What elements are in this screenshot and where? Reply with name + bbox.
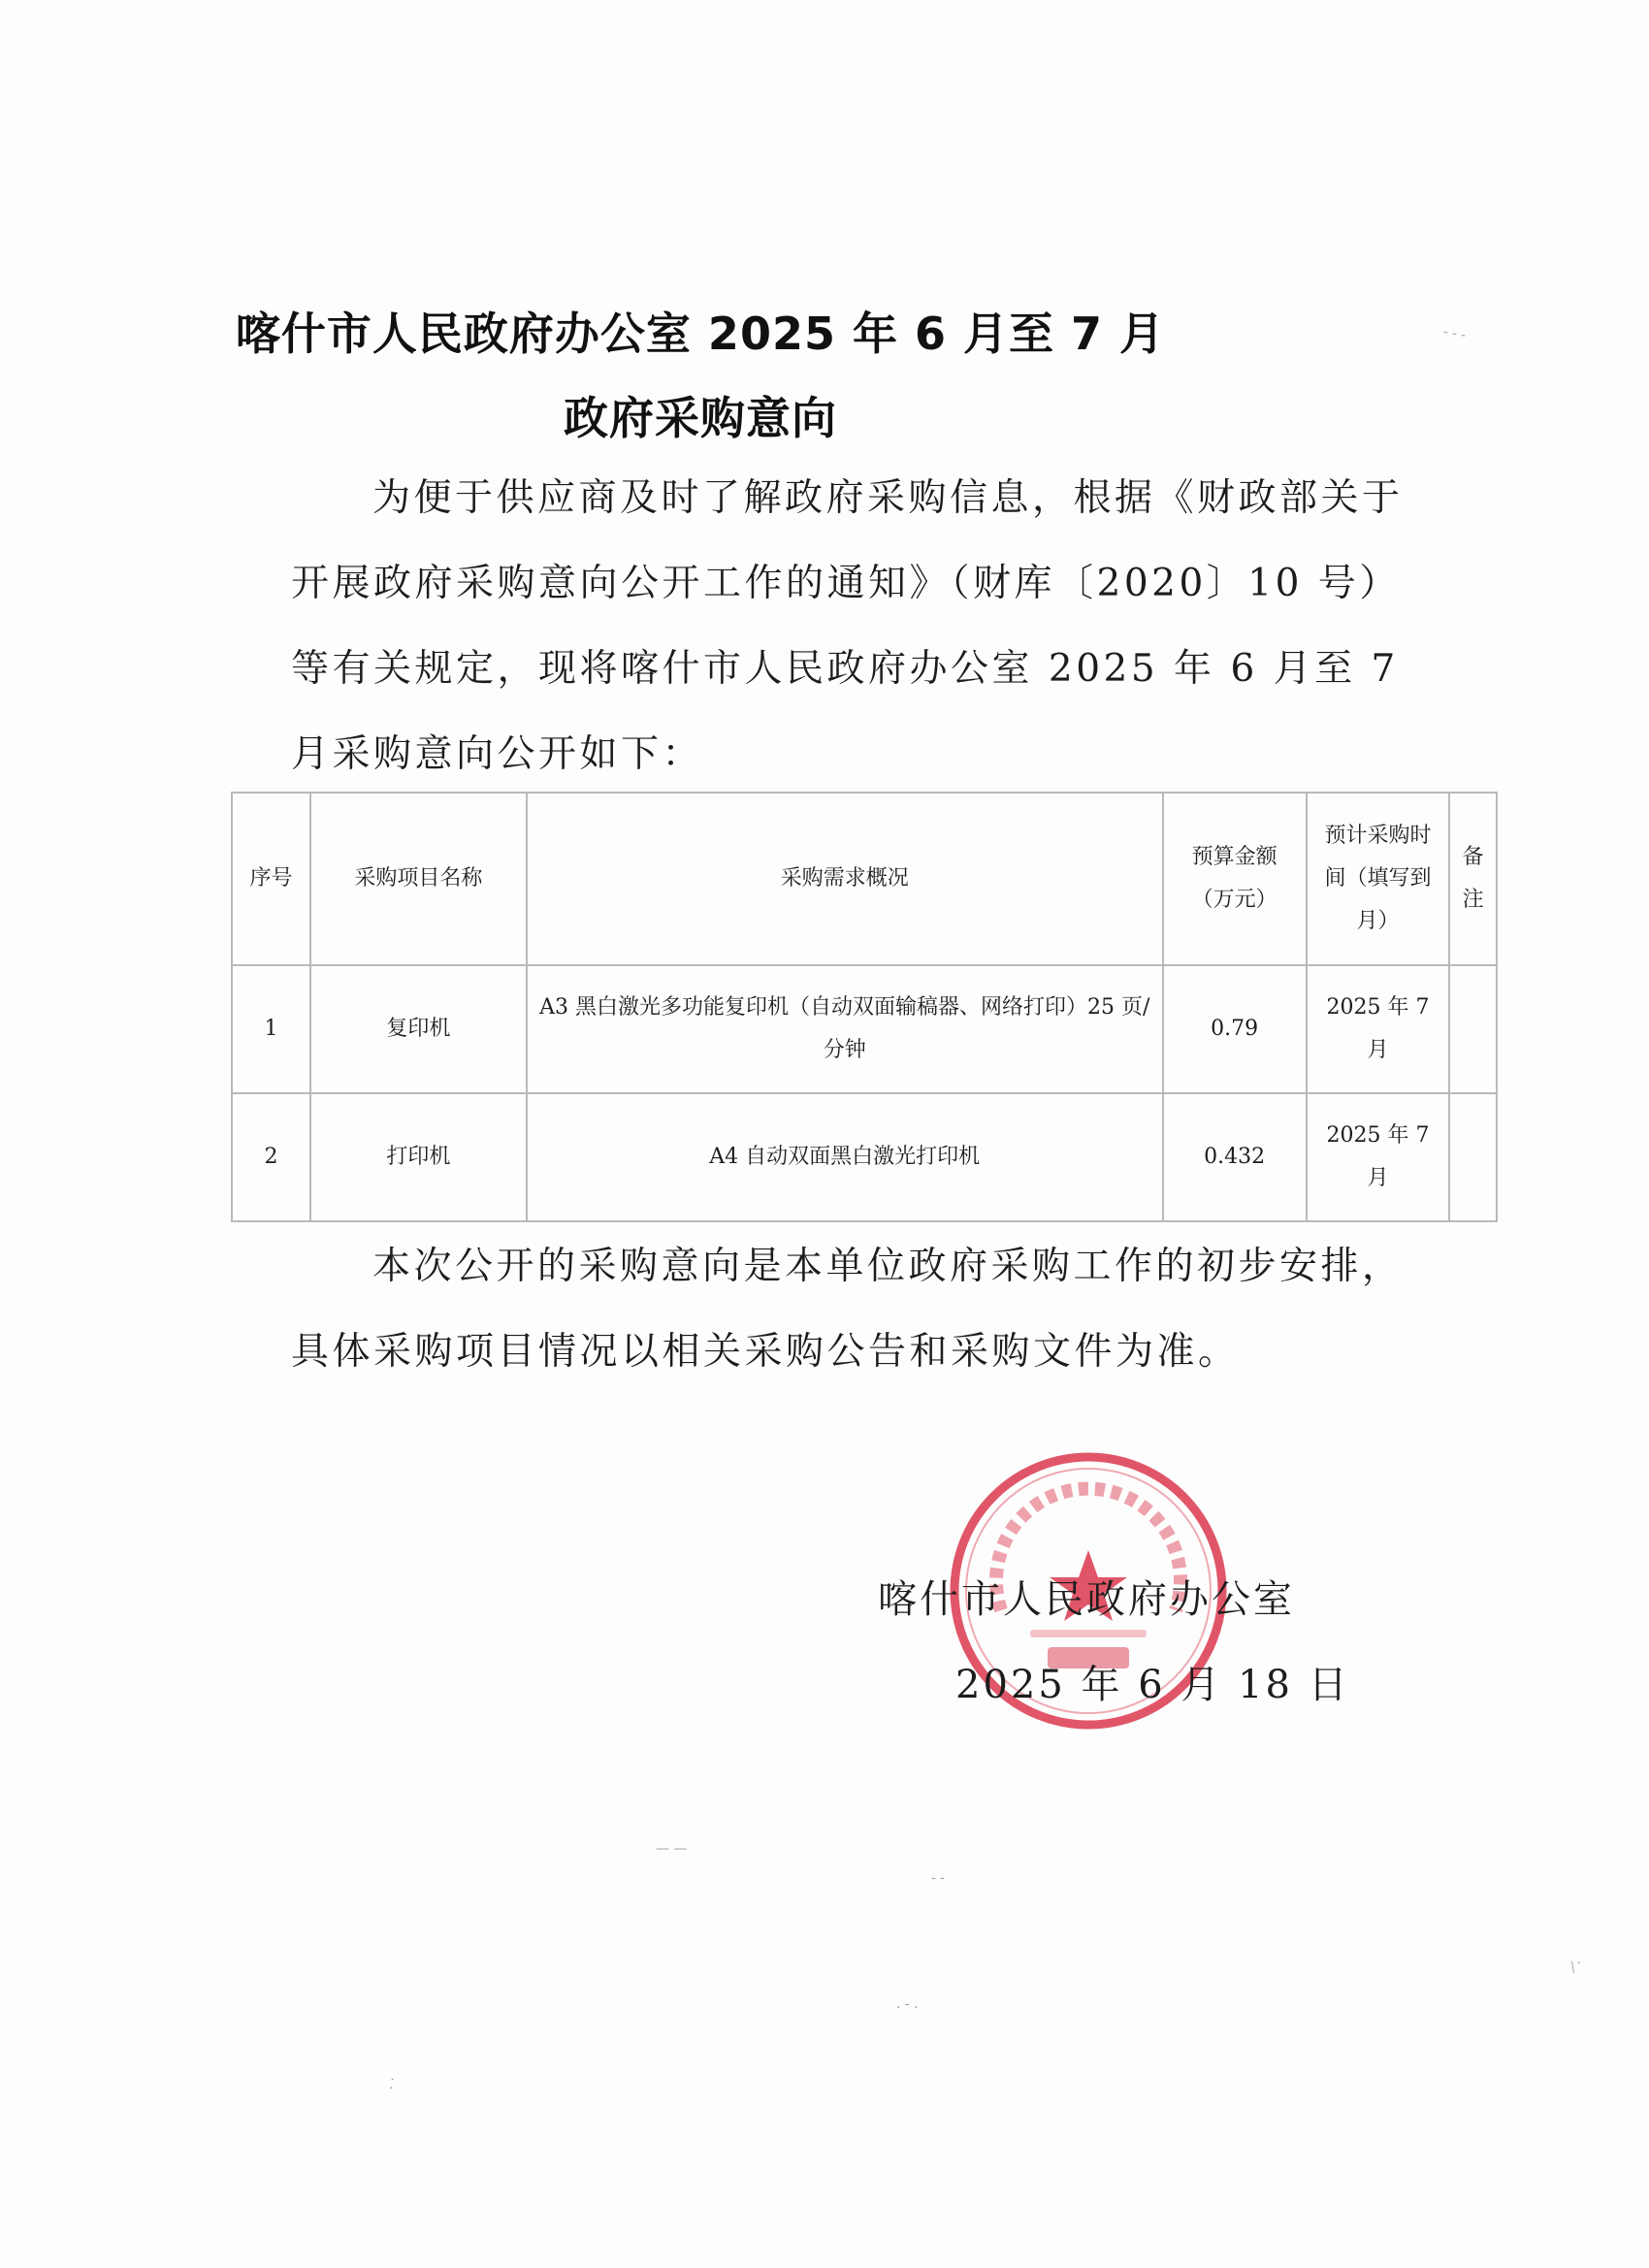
intro-paragraph: 为便于供应商及时了解政府采购信息，根据《财政部关于开展政府采购意向公开工作的通知》（财库〔2020〕10 号）等有关规定，现将喀什市人民政府办公室 2025 年 6 月至 7 月采购意向公开如下： [291, 476, 1404, 776]
scan-speck: - - [931, 1870, 945, 1886]
cell-name: 打印机 [310, 1093, 527, 1221]
table-header-row [232, 793, 1497, 965]
header-time: 预计采购时间（填写到月） [1307, 793, 1450, 965]
cell-name: 复印机 [310, 965, 527, 1093]
table-row [232, 965, 1497, 1093]
scan-speck: ⁄ · [1568, 1956, 1587, 1975]
table-row [232, 1093, 1497, 1221]
cell-note [1449, 965, 1497, 1093]
document-title-line2: 政府采购意向 [564, 392, 837, 444]
scan-speck: · · [383, 2076, 402, 2091]
header-name: 采购项目名称 [310, 793, 527, 965]
scan-speck: - - - [1441, 324, 1468, 343]
closing-paragraph: 本次公开的采购意向是本单位政府采购工作的初步安排，具体采购项目情况以相关采购公告和采购文件为准。 [291, 1245, 1404, 1374]
procurement-table [231, 792, 1498, 1222]
header-note: 备注 [1449, 793, 1497, 965]
cell-budget: 0.79 [1163, 965, 1307, 1093]
header-budget: 预算金额（万元） [1163, 793, 1307, 965]
cell-budget: 0.432 [1163, 1093, 1307, 1221]
scan-speck: — — [656, 1841, 688, 1857]
header-desc: 采购需求概况 [527, 793, 1163, 965]
cell-time: 2025 年 7 月 [1307, 965, 1450, 1093]
header-seq: 序号 [232, 793, 310, 965]
cell-time: 2025 年 7 月 [1307, 1093, 1450, 1221]
signature-organization: 喀什市人民政府办公室 [878, 1577, 1295, 1622]
document-title-line1: 喀什市人民政府办公室 2025 年 6 月至 7 月 [235, 308, 1166, 360]
cell-note [1449, 1093, 1497, 1221]
cell-desc: A3 黑白激光多功能复印机（自动双面输稿器、网络打印）25 页/分钟 [527, 965, 1163, 1093]
procurement-table-wrapper [231, 792, 1498, 1226]
signature-date: 2025 年 6 月 18 日 [955, 1663, 1350, 1707]
cell-seq: 1 [232, 965, 310, 1093]
scan-speck: . - . [896, 1996, 919, 2012]
cell-desc: A4 自动双面黑白激光打印机 [527, 1093, 1163, 1221]
cell-seq: 2 [232, 1093, 310, 1221]
